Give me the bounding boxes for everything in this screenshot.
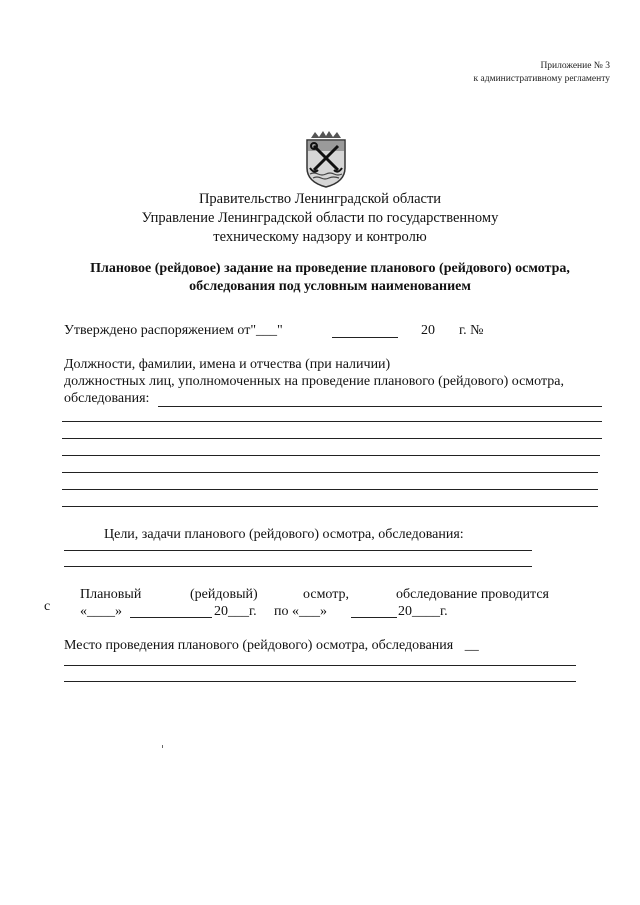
period-word-planned: Плановый xyxy=(80,587,142,602)
officials-line-2: должностных лиц, уполномоченных на проведение планового (рейдового) осмотра, xyxy=(64,374,564,389)
government-header xyxy=(0,190,640,247)
period-word-raid: (рейдовый) xyxy=(190,587,258,602)
goals-label: Цели, задачи планового (рейдового) осмотра, обследования: xyxy=(104,527,464,542)
government-line-3: техническому надзору и контролю xyxy=(213,229,427,245)
approved-month-blank xyxy=(332,337,398,338)
document-title xyxy=(10,260,640,296)
officials-line-1: Должности, фамилии, имена и отчества (при наличии) xyxy=(64,357,391,372)
document-title-line-1: Плановое (рейдовое) задание на проведение планового (рейдового) осмотра, xyxy=(90,261,570,276)
period-to-year: 20____г. xyxy=(398,604,448,619)
period-to-month-blank[interactable] xyxy=(351,617,397,618)
period-to-day: по «___» xyxy=(274,604,327,619)
government-line-2: Управление Ленинградской области по государственному xyxy=(141,210,499,226)
officials-blank-line-1[interactable] xyxy=(158,406,602,407)
place-blank-line-2[interactable] xyxy=(64,681,576,682)
place-label xyxy=(64,637,479,654)
stray-dot xyxy=(162,745,163,748)
appendix-line-2: к административному регламенту xyxy=(473,74,610,84)
officials-line-3: обследования: xyxy=(64,391,150,406)
coat-of-arms-emblem xyxy=(301,130,351,188)
approved-suffix: г. № xyxy=(459,323,484,338)
document-title-line-2: обследования под условным наименованием xyxy=(189,279,471,294)
officials-label xyxy=(64,356,564,407)
government-line-1: Правительство Ленинградской области xyxy=(198,191,442,207)
appendix-header xyxy=(474,60,610,86)
place-blank-line-1[interactable] xyxy=(64,665,576,666)
officials-blank-line-4[interactable] xyxy=(62,455,600,456)
officials-blank-line-3[interactable] xyxy=(62,438,602,439)
period-word-inspection: осмотр, xyxy=(303,587,350,602)
period-word-survey: обследование проводится xyxy=(396,587,549,602)
approved-year: 20 xyxy=(421,323,435,338)
place-label-text: Место проведения планового (рейдового) осмотра, обследования xyxy=(64,638,454,653)
period-from-month-blank[interactable] xyxy=(130,617,212,618)
period-from-day: «____» xyxy=(80,604,122,619)
period-from-preposition: с xyxy=(44,599,51,614)
officials-blank-line-6[interactable] xyxy=(62,489,598,490)
officials-blank-line-7[interactable] xyxy=(62,506,598,507)
goals-blank-line-2[interactable] xyxy=(64,566,532,567)
officials-blank-line-5[interactable] xyxy=(62,472,598,473)
goals-blank-line-1[interactable] xyxy=(64,550,532,551)
officials-blank-line-2[interactable] xyxy=(62,421,602,422)
period-from-year: 20___г. xyxy=(214,604,257,619)
appendix-line-1: Приложение № 3 xyxy=(540,61,610,71)
place-label-blank: __ xyxy=(464,638,479,653)
approved-prefix: Утверждено распоряжением от"___" xyxy=(64,323,283,338)
